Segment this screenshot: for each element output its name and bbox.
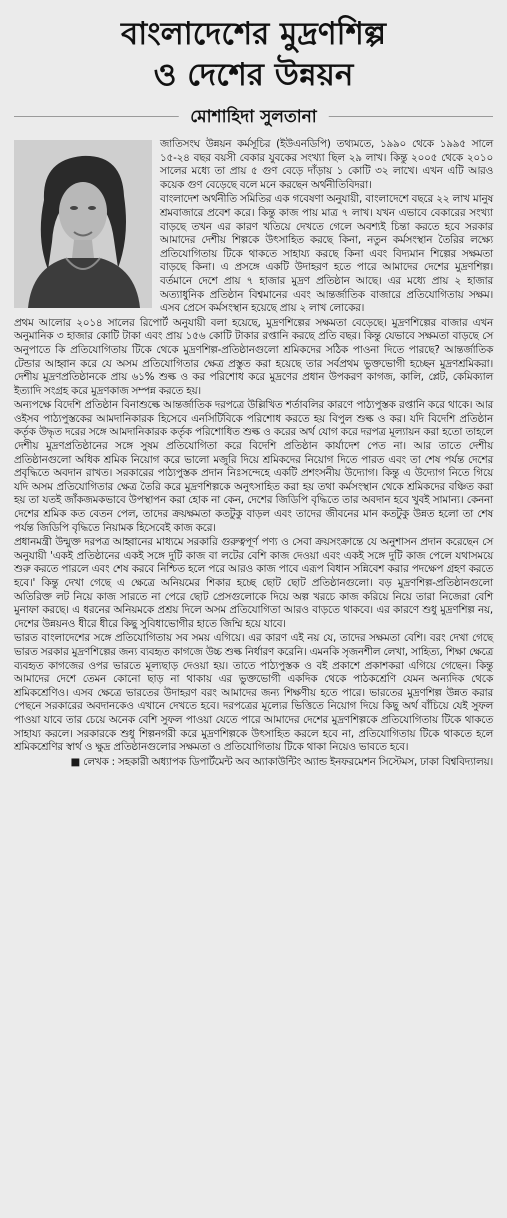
headline-line-1: বাংলাদেশের মুদ্রণশিল্প: [121, 16, 386, 52]
author-row: [0, 102, 507, 132]
article-body: [0, 132, 507, 769]
paragraph-1: জাতিসংঘ উন্নয়ন কর্মসূচির (ইউএনডিপি) তথ্যমতে, ১৯৯০ থেকে ১৯৯৫ সালে ১৫-২৪ বছর বয়সী বেকার যুবকের সংখ্যা ছিল ২৯ লাখ। কিন্তু ২০০৫ থেকে ২০১০ সালের মধ্যে তা প্রায় ৫ গুণ বেড়ে দাঁড়ায় ১ কোটি ৩২ লাখে। এখন এটি আরও কয়েক গুণ বেড়েছে বলে মনে করছেন অর্থনীতিবিদরা।: [160, 138, 493, 191]
paragraph-4: অন্যপক্ষে বিদেশি প্রতিষ্ঠান বিনাশুল্কে আন্তর্জাতিক দরপত্রে উল্লিখিত শর্তাবলির কারণে পাঠ্যপুস্তক রপ্তানি করে থাকে। আর ওইসব পাঠ্যপুস্তকের আমদানিকারক হিসেবে এনসিটিবিকে পরিশোধ করতে হয় বিপুল শুল্ক ও কর। যদি বিদেশি প্রতিষ্ঠান কর্তৃক উদ্ধৃত দরের সঙ্গে আমদানিকারক কর্তৃক পরিশোধিত শুল্ক ও করের অর্থ যোগ করে দরপত্র মূল্যায়ন করা হতো তাহলে দেশীয় মুদ্রণপ্রতিষ্ঠানের সঙ্গে সুষম প্রতিযোগিতা করে বিদেশি প্রতিষ্ঠান কার্যাদেশ পেত না। আর তাতে দেশীয় প্রতিষ্ঠানগুলো অধিক শ্রমিক নিয়োগ করে ভালো মজুরি দিয়ে শ্রমিকদের নিয়োগ দিতে পারত এবং তা শেষ পর্যন্ত দেশের প্রবৃদ্ধিতে অবদান রাখত। সরকারের পাঠ্যপুস্তক প্রদান নিঃসন্দেহে একটি প্রশংসনীয় উদ্যোগ। কিন্তু এ উদ্যোগ নিতে গিয়ে যদি অসম প্রতিযোগিতার ক্ষেত্র তৈরি করে মুদ্রণশিল্পকে অনুৎসাহিত করা হয় তথা কর্মসংস্থান থেকে শ্রমিকদের বঞ্চিত করা হয় তা যতই জাঁকজমকভাবে উপস্থাপন করা হোক না কেন, দেশের জিডিপি বৃদ্ধিতে তার অবদান হবে খুবই সামান্য। কেননা দেশের শ্রমিক কত বেতন পেল, তাদের ক্রয়ক্ষমতা কতটুকু বাড়ল এবং তাদের জীবনের মান কতটুকু উন্নত হলো তা শেষ পর্যন্ত জিডিপি বৃদ্ধিতে নিয়ামক হিসেবেই কাজ করে।: [14, 399, 493, 534]
author-byline: ■ লেখক : সহকারী অধ্যাপক ডিপার্টমেন্ট অব অ্যাকাউন্টিং অ্যান্ড ইনফরমেশন সিস্টেমস, ঢাকা বিশ্ববিদ্যালয়।: [70, 755, 493, 768]
paragraph-3: প্রথম আলোর ২০১৪ সালের রিপোর্ট অনুযায়ী বলা হয়েছে, মুদ্রণশিল্পের সক্ষমতা বেড়েছে। মুদ্রণশিল্পের বাজার এখন অনুমানিক ৩ হাজার কোটি টাকা এবং প্রায় ১৫৬ কোটি টাকার রপ্তানি করছে প্রতি বছর। কিন্তু যেভাবে সক্ষমতা বাড়ছে সে অনুপাতে কি প্রতিযোগিতায় টিকে থেকে মুদ্রণশিল্প-প্রতিষ্ঠানগুলো শ্রমিকদের সঠিক পাওনা দিতে পারছে? আন্তর্জাতিক টেন্ডার আহ্বান করে যে অসম প্রতিযোগিতার ক্ষেত্র প্রস্তুত করা হয়েছে তার সর্বপ্রথম ভুক্তভোগী হচ্ছেন মুদ্রণশ্রমিকরা। দেশীয় মুদ্রণপ্রতিষ্ঠানকে প্রায় ৬১% শুল্ক ও কর পরিশোধ করে মুদ্রণের প্রধান উপকরণ কাগজ, কালি, প্লেট, কেমিক্যাল ইত্যাদি সংগ্রহ করে মুদ্রণকাজ সম্পন্ন করতে হয়।: [14, 316, 493, 397]
author-portrait-icon: [14, 140, 152, 308]
paragraph-6: ভারত বাংলাদেশের সঙ্গে প্রতিযোগিতায় সব সময় এগিয়ে। এর কারণ এই নয় যে, তাদের সক্ষমতা বেশি। বরং দেখা গেছে ভারত সরকার মুদ্রণশিল্পের জন্য ব্যবহৃত কাগজে উচ্চ শুল্ক নির্ধারণ করেনি। এমনকি সৃজনশীল লেখা, সাহিত্য, শিক্ষা ক্ষেত্রে ব্যবহৃত কাগজের ওপর ভারতে মূল্যছাড় দেওয়া হয়। তাতে পাঠ্যপুস্তক ও বই প্রকাশে প্রকাশকরা এগিয়ে গেছেন। কিন্তু আমাদের দেশে তেমন কোনো ছাড় না থাকায় এর ভুক্তভোগী একদিক থেকে পাঠকশ্রেণি যেমন অন্যদিক থেকে শ্রমিকশ্রেণিও। এসব ক্ষেত্রে ভারতের উদাহরণ বরং আমাদের জন্য শিক্ষণীয় হতে পারে। ভারতের মুদ্রণশিল্প উন্নত করার পেছনে সরকারের অবদানকেও এখানে দেখতে হবে। দরপত্রের মূল্যের ভিত্তিতে নিয়োগ দিয়ে কিছু অর্থ বাঁচিয়ে যেই সুফল পাওয়া যাবে তার চেয়ে অনেক বেশি সুফল পাওয়া যেতে পারে আমাদের দেশের মুদ্রণশিল্পকে প্রতিযোগিতায় টিকে থাকতে সাহায্য করলে। সরকারকে শুধু শিল্পনগরী করে মুদ্রণশিল্পকে উৎসাহিত করলে হবে না, প্রতিযোগিতায় টিকে থাকতে হলে শ্রমিকশ্রেণির স্বার্থ ও ক্ষুদ্র প্রতিষ্ঠানগুলোর সক্ষমতা ও প্রতিযোগিতায় টিকে থাকা নিয়েও ভাবতে হবে।: [14, 632, 493, 754]
paragraph-2: বাংলাদেশ অর্থনীতি সমিতির এক গবেষণা অনুযায়ী, বাংলাদেশে বছরে ২২ লাখ মানুষ শ্রমবাজারে প্রবেশ করে। কিন্তু কাজ পায় মাত্র ৭ লাখ। যখন এভাবে বেকারের সংখ্যা বাড়ছে তখন এর কারণ খতিয়ে দেখতে গেলে অবশ্যই চিন্তা করতে হবে সরকার আমাদের দেশীয় শিল্পকে উৎসাহিত করছে কিনা, নতুন কর্মসংস্থান তৈরির লক্ষ্যে প্রতিযোগিতায় টিকে থাকতে সাহায্য করছে কিনা এবং বিদ্যমান শিল্পের সক্ষমতা বাড়ছে কিনা। এ প্রসঙ্গে একটি উদাহরণ হতে পারে আমাদের দেশের মুদ্রণশিল্প। বর্তমানে দেশে প্রায় ৭ হাজার মুদ্রণ প্রতিষ্ঠান আছে। এর মধ্যে প্রায় ২ হাজার অত্যাধুনিক প্রতিষ্ঠান বিশ্বমানের এবং আন্তর্জাতিক বাজারে প্রতিযোগিতায় সক্ষম। এসব প্রেসে কর্মসংস্থান হয়েছে প্রায় ২ লাখ লোকের।: [160, 193, 493, 315]
headline-line-2: ও দেশের উন্নয়ন: [153, 57, 354, 93]
author-photo: [14, 140, 152, 308]
paragraph-5: প্রধানমন্ত্রী উন্মুক্ত দরপত্র আহ্বানের মাধ্যমে সরকারি গুরুত্বপূর্ণ পণ্য ও সেবা ক্রয়সংক্রান্তে যে অনুশাসন প্রদান করেছেন সে অনুযায়ী 'একই প্রতিষ্ঠানের একই সঙ্গে দুটি কাজ বা লটের বেশি কাজ দেওয়া এবং একই সঙ্গে দুটি কাজ পেলে যথাসময়ে শুরু করতে পারলে এবং শেষ করবে নিশ্চিত হলে পরে আরও কাজ পাবে এরূপ বিধান সন্নিবেশ করার পদক্ষেপ গ্রহণ করতে হবে।' কিন্তু দেখা গেছে এ ক্ষেত্রে অনিয়মের শিকার হচ্ছে ছোট ছোট প্রতিষ্ঠানগুলো। বড় মুদ্রণশিল্প-প্রতিষ্ঠানগুলো অতিরিক্ত লট নিয়ে কাজ সারতে না পেরে ছোট প্রেসগুলোকে দিয়ে অল্প খরচে কাজ করিয়ে নিয়ে তারা নিজেরা বেশি মুনাফা করছে। এ ধরনের অনিয়মকে প্রশ্রয় দিলে অসম প্রতিযোগিতা আরও বাড়তে থাকবে। এর কারণে শুধু মুদ্রণশিল্প নয়, দেশের উন্নয়নও ধীরে ধীরে কিছু সুবিধাভোগীর হাতে জিম্মি হয়ে যাবে।: [14, 536, 493, 630]
author-name: মোশাহিদা সুলতানা: [178, 104, 329, 132]
